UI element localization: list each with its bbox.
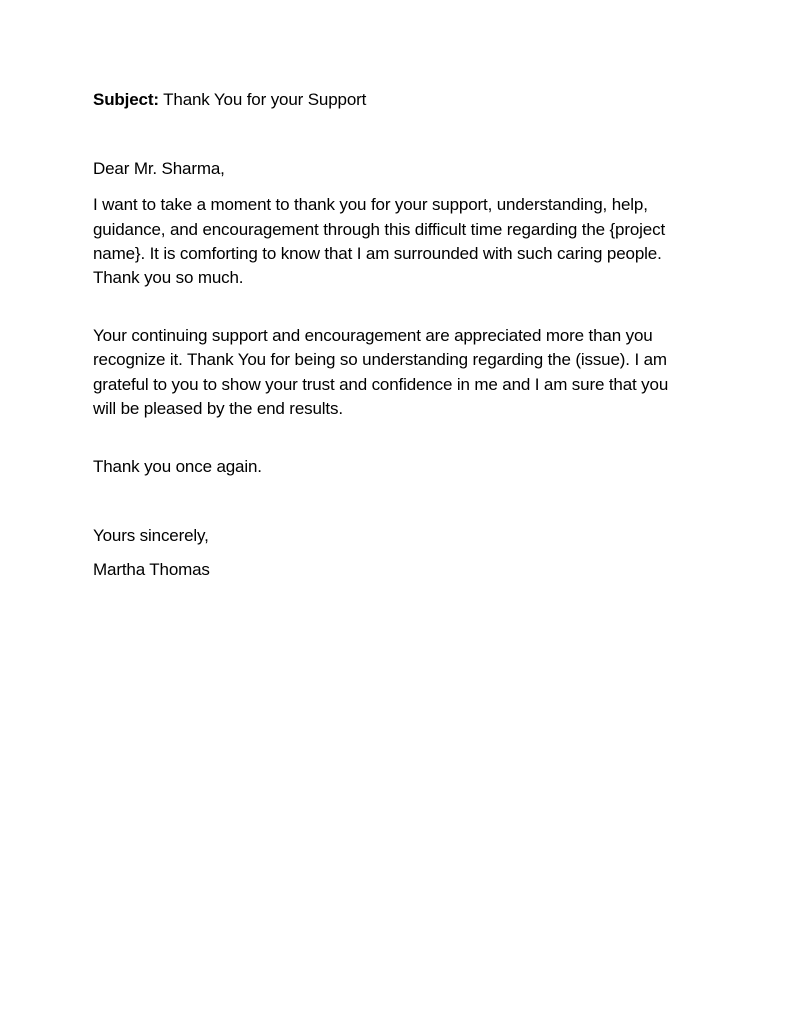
- subject-value: Thank You for your Support: [163, 90, 367, 109]
- signoff: Yours sincerely,: [93, 526, 209, 546]
- closing-line: Thank you once again.: [93, 457, 262, 477]
- letter-body: [93, 88, 685, 583]
- sender-name: Martha Thomas: [93, 560, 210, 580]
- body-paragraph-1: I want to take a moment to thank you for your support, understanding, help, guidance, and encouragement through this difficult time regarding the {project name}. It is comforting to know that I am surrounded with such caring people. Thank you so much.: [93, 195, 666, 288]
- subject-line: [93, 88, 685, 112]
- salutation: Dear Mr. Sharma,: [93, 159, 225, 179]
- subject-label: Subject:: [93, 90, 159, 109]
- body-paragraph-2: Your continuing support and encouragement are appreciated more than you recognize it. Thank You for being so understanding regarding the (issue). I am grateful to you to show your trust and confidence in me and I am sure that you will be pleased by the end results.: [93, 326, 669, 418]
